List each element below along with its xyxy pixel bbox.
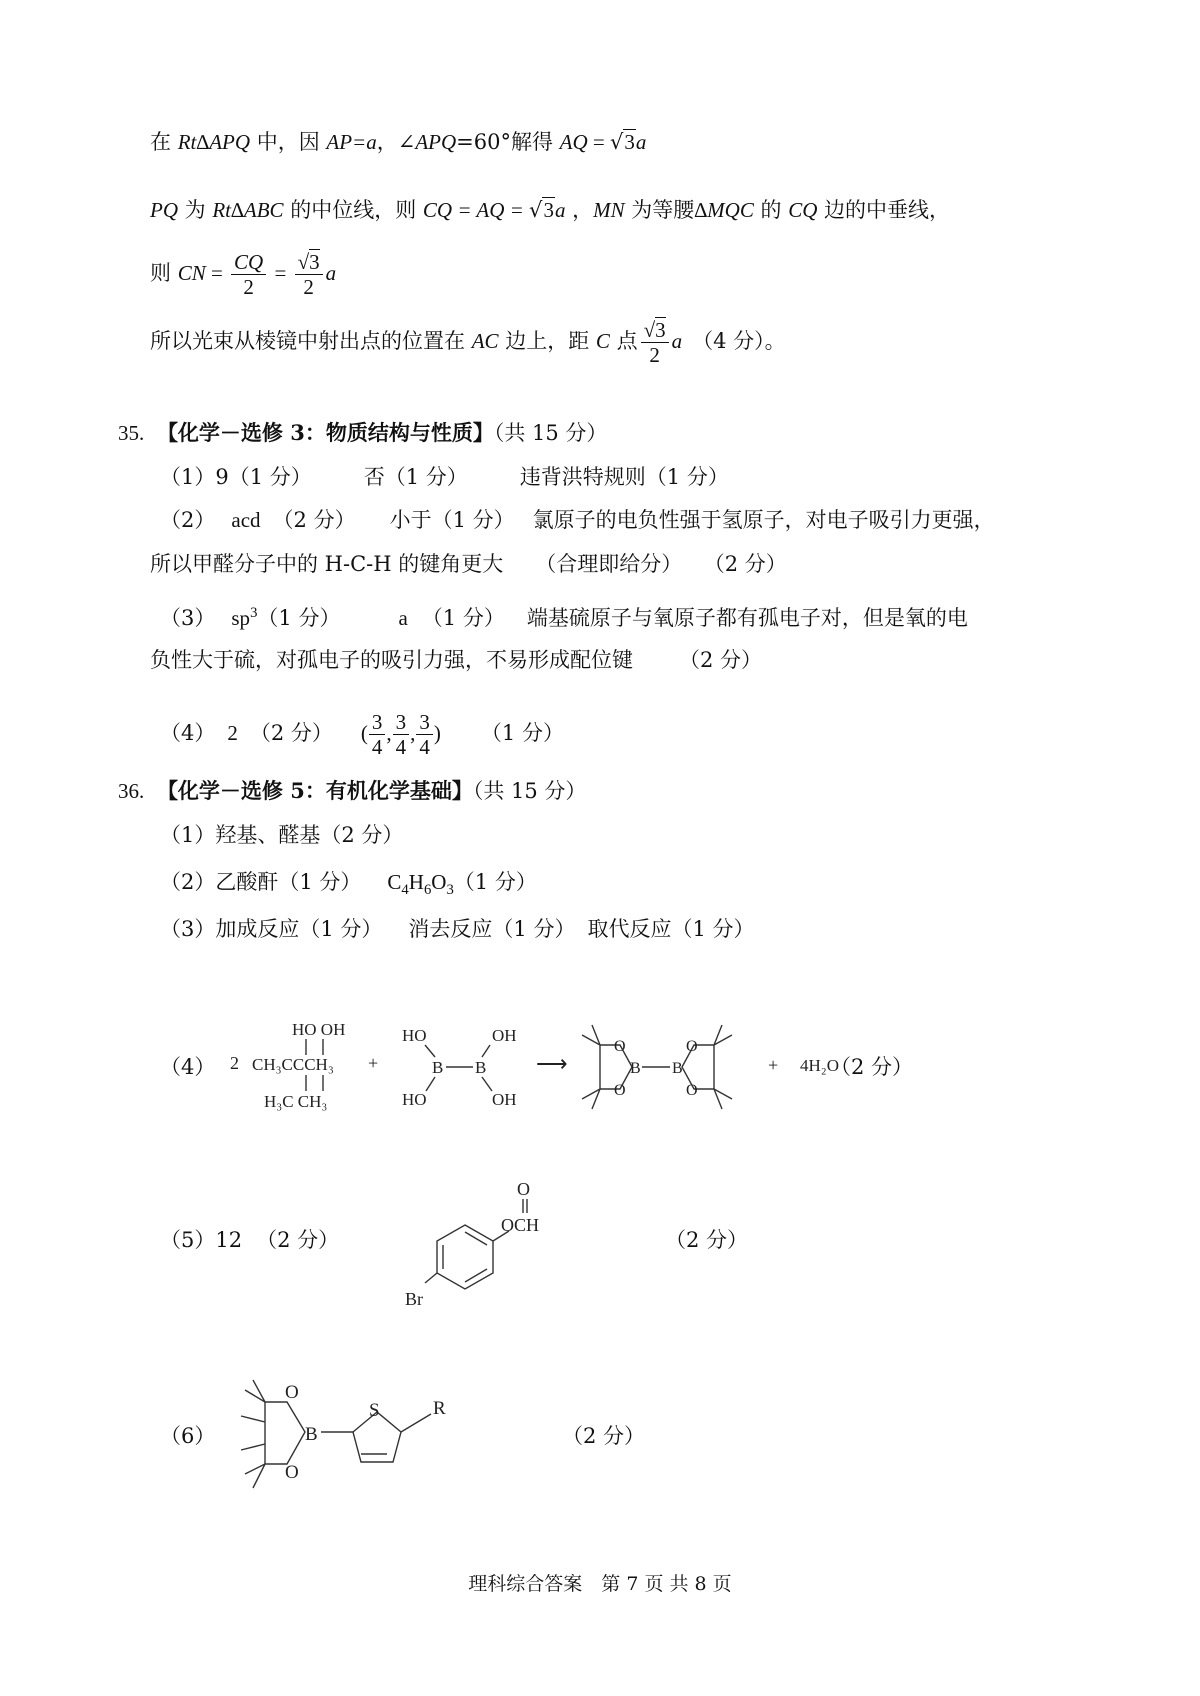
- sqrt-symbol: √3: [529, 198, 554, 222]
- text: 小于（1 分）: [389, 508, 515, 532]
- comma: ,: [410, 721, 416, 746]
- atom-label: O: [285, 1382, 299, 1403]
- atom-label: O: [614, 1082, 626, 1099]
- text: （2）: [160, 508, 216, 532]
- text: 所以甲醛分子中的 H-C-H 的键角更大: [150, 552, 504, 576]
- pinacol-hydroxyls: HO OH: [292, 1020, 346, 1039]
- numerator: CQ: [231, 250, 266, 275]
- math: =: [587, 130, 610, 154]
- math: Rt∆ABC: [212, 198, 284, 222]
- formula: H: [408, 870, 424, 894]
- question-score: （共 15 分）: [472, 779, 587, 803]
- text: 所以光束从棱镜中射出点的位置在: [150, 329, 472, 354]
- question-score: （共 15 分）: [493, 421, 608, 445]
- text: 负性大于硫，对孤电子的吸引力强，不易形成配位键: [150, 648, 633, 672]
- text: 的: [753, 198, 789, 222]
- atom-label: B: [305, 1424, 318, 1445]
- text: （4）: [160, 721, 216, 746]
- question-title: 【化学－选修 3：物质结构与性质】: [156, 420, 494, 445]
- atom-label: B: [630, 1060, 641, 1077]
- text: a: [398, 606, 408, 630]
- superscript: 3: [250, 605, 258, 621]
- radicand: 3: [655, 318, 666, 342]
- q35-answer-3: [160, 605, 968, 631]
- text: 中，因: [250, 130, 327, 154]
- math: CN: [177, 261, 206, 286]
- comma: ,: [386, 721, 392, 746]
- math: PQ: [150, 198, 178, 222]
- text: （1 分）: [421, 606, 505, 630]
- q36-answer-5: [160, 1228, 339, 1253]
- atom-label: B: [432, 1058, 444, 1077]
- text: 为等腰: [624, 198, 695, 222]
- text: 为: [178, 198, 213, 222]
- atom-label: O: [614, 1038, 626, 1055]
- q36-answer-3: [160, 917, 755, 942]
- formula: C: [387, 870, 402, 894]
- q36-answer-2: [160, 870, 537, 900]
- subscript: 4: [401, 882, 409, 899]
- text: 的中位线，则: [283, 198, 423, 222]
- q36-a6-score: （2 分）: [562, 1424, 646, 1448]
- pinacol-methyls: H₃C CH₃: [264, 1092, 328, 1111]
- methyl-bond: [241, 1444, 265, 1450]
- text: （4 分）。: [692, 329, 786, 354]
- text: =60°解得: [456, 130, 560, 154]
- text: 2: [227, 721, 238, 746]
- q36-answer-1: [160, 823, 403, 848]
- text: （合理即给分）: [535, 552, 683, 576]
- text: 边上，距: [498, 329, 596, 354]
- pinacol-ring: [265, 1402, 305, 1464]
- math: Rt∆APQ: [177, 130, 251, 154]
- plus-sign: +: [368, 1053, 379, 1073]
- plus-sign: +: [768, 1055, 779, 1075]
- numerator: 3: [416, 710, 433, 735]
- math: a: [671, 329, 683, 354]
- text: 边的中垂线，: [817, 198, 951, 222]
- text: （1 分）: [257, 606, 341, 630]
- denominator: 2: [649, 343, 660, 368]
- math: =: [269, 261, 292, 286]
- text: ，∠: [376, 130, 416, 154]
- fraction: [231, 250, 266, 299]
- q35-answer-1: [160, 465, 729, 490]
- text: （1 分）: [453, 870, 537, 894]
- math: AC: [471, 329, 499, 354]
- text: （2 分）: [679, 648, 763, 672]
- denominator: 4: [419, 735, 430, 760]
- math: CQ = AQ =: [422, 198, 530, 222]
- bond: [425, 1273, 437, 1283]
- text: 取代反应（1 分）: [587, 917, 755, 941]
- bond: [482, 1045, 490, 1057]
- spacer: [700, 1045, 738, 1089]
- text: 则: [150, 261, 178, 286]
- math: C: [595, 329, 610, 354]
- atom-label: O: [686, 1082, 698, 1099]
- q36-a5-score: （2 分）: [665, 1228, 749, 1252]
- text: （1）9（1 分）: [160, 465, 312, 489]
- text: 端基硫原子与氧原子都有孤电子对，但是氧的电: [526, 606, 968, 630]
- numerator: 3: [369, 710, 386, 735]
- denominator: 2: [303, 275, 314, 300]
- q36-a6-label: （6）: [160, 1424, 216, 1448]
- bond: [482, 1077, 492, 1091]
- q35-answer-3b: [150, 648, 762, 673]
- physics-line-3: [150, 250, 336, 299]
- atom-label: R: [433, 1398, 446, 1419]
- bond: [401, 1414, 431, 1432]
- text: 氯原子的电负性强于氢原子，对电子吸引力更强，: [532, 508, 995, 532]
- q36-heading: [118, 778, 586, 804]
- physics-line-2: [150, 198, 950, 223]
- math: AP=a: [326, 130, 377, 154]
- text: （3）: [160, 606, 216, 630]
- physics-line-4: [150, 318, 786, 367]
- text: （2 分）: [249, 721, 333, 746]
- fraction: [393, 710, 410, 759]
- math: MN: [593, 198, 625, 222]
- atom-label: B: [475, 1058, 487, 1077]
- atom-label: O: [285, 1462, 299, 1483]
- q35-answer-2b: [150, 552, 787, 577]
- text: （2 分）: [714, 552, 787, 576]
- bromophenyl-formate-structure: [405, 1175, 585, 1325]
- math: ∆MQC: [694, 198, 754, 222]
- formula: O: [431, 870, 447, 894]
- math: a: [325, 261, 337, 286]
- text: （3）加成反应（1 分）: [160, 917, 383, 941]
- subscript: 6: [423, 882, 432, 899]
- text: 在: [150, 130, 178, 154]
- fraction: [641, 318, 669, 367]
- numerator: 3: [393, 710, 410, 735]
- q36-a4-label: （4）: [160, 1055, 216, 1079]
- math: AQ: [559, 130, 588, 154]
- water-formula: 4H₂O: [800, 1056, 839, 1075]
- text: acd: [231, 508, 261, 532]
- fraction: [295, 250, 323, 299]
- radicand: 3: [543, 198, 554, 222]
- question-number: 36.: [118, 779, 145, 803]
- text: （2）乙酸酐（1 分）: [160, 870, 362, 894]
- physics-line-1: [150, 130, 646, 155]
- q36-a4-score: （2 分）: [830, 1055, 914, 1079]
- math: =: [205, 261, 229, 286]
- denominator: 4: [395, 735, 407, 760]
- b2pin2-structure: [582, 1025, 738, 1109]
- page-footer: 理科综合答案 第 7 页 共 8 页: [468, 1573, 732, 1595]
- atom-label: OH: [492, 1026, 517, 1045]
- question-title: 【化学－选修 5：有机化学基础】: [156, 778, 473, 803]
- text: 否（1 分）: [363, 465, 468, 489]
- text: 点: [609, 329, 638, 354]
- atom-label: OH: [492, 1090, 517, 1109]
- double-bond: [465, 1232, 487, 1245]
- thiophene-boronate-structure: [225, 1370, 525, 1500]
- text: （1 分）: [480, 721, 564, 746]
- atom-label: HO: [402, 1090, 427, 1109]
- text: ，: [565, 198, 594, 222]
- q35-answer-2: [160, 508, 995, 533]
- atom-label: OCH: [501, 1215, 540, 1235]
- numerator: √3: [295, 250, 323, 275]
- atom-label: O: [517, 1179, 530, 1199]
- text: （5）12: [160, 1228, 243, 1252]
- text: （2 分）: [256, 1228, 340, 1252]
- paren: ): [433, 721, 441, 746]
- bond: [426, 1077, 435, 1091]
- atom-label: Br: [405, 1289, 423, 1309]
- question-number: 35.: [118, 421, 145, 445]
- fraction: [369, 710, 386, 759]
- radicand: 3: [309, 250, 320, 274]
- math: a: [635, 130, 647, 154]
- text: 违背洪特规则（1 分）: [519, 465, 729, 489]
- radicand: 3: [624, 130, 635, 154]
- text: （2 分）: [272, 508, 356, 532]
- benzene-ring: [437, 1225, 493, 1289]
- denominator: 4: [371, 735, 383, 760]
- bond: [425, 1045, 435, 1057]
- numerator: √3: [641, 318, 669, 343]
- atom-label: O: [686, 1038, 698, 1055]
- reaction-arrow: ⟶: [536, 1051, 568, 1076]
- math: CQ: [788, 198, 818, 222]
- text: 消去反应（1 分）: [408, 917, 576, 941]
- q35-heading: [118, 420, 607, 446]
- text: （1）羟基、醛基（2 分）: [160, 823, 404, 847]
- atom-label: S: [369, 1400, 380, 1421]
- subscript: 3: [446, 882, 454, 899]
- denominator: 2: [243, 275, 254, 300]
- atom-label: HO: [402, 1026, 427, 1045]
- atom-label: B: [672, 1060, 683, 1077]
- text: sp: [231, 606, 251, 630]
- methyl-bond: [241, 1416, 265, 1422]
- math: a: [554, 198, 566, 222]
- q35-answer-4: [160, 710, 564, 759]
- coefficient: 2: [230, 1053, 239, 1073]
- pinacol-backbone: CH₃CCCH₃: [252, 1055, 334, 1074]
- sqrt-symbol: √3: [610, 130, 635, 154]
- math: APQ: [415, 130, 457, 154]
- paren: (: [360, 721, 368, 746]
- fraction: [416, 710, 433, 759]
- double-bond: [465, 1269, 487, 1282]
